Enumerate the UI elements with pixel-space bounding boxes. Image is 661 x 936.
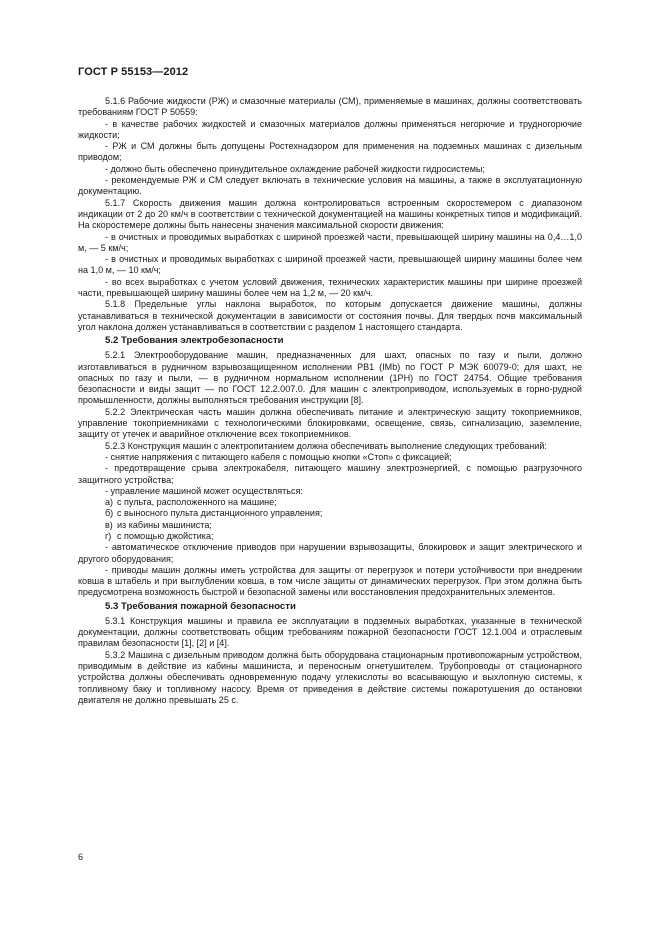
paragraph — [78, 198, 582, 232]
list-item — [78, 508, 582, 519]
text: - в качестве рабочих жидкостей и смазочных материалов должны применяться негорючие и трудногорючие жидкости; — [78, 118, 582, 140]
text: - во всех выработках с учетом условий движения, технических характеристик машины при ширине проезжей части, превышающей ширину машины более чем на 1,2 м, — 20 км/ч. — [78, 276, 582, 299]
text: с выносного пульта дистанционного управления; — [117, 508, 323, 519]
paragraph — [78, 441, 582, 452]
paragraph — [78, 542, 582, 565]
paragraph — [78, 175, 582, 198]
document-header: ГОСТ Р 55153—2012 — [78, 66, 189, 78]
text: 5.3.1 Конструкция машины и правила ее эксплуатации в подземных выработках, указанные в технической документации, должны соответствовать общим требованиям пожарной безопасности ГОСТ 12.1.004 и отраслевым правилам безопасности [1], [2] и [4]. — [78, 615, 582, 649]
text: 5.2 Требования электробезопасности — [105, 335, 284, 347]
text: - приводы машин должны иметь устройства для защиты от перегрузок и потери устойчивости при внедрении ковша в штабель и при выглублении ковша, в том числе защиты от динамических перегрузок. При этом должна быть предусмотрена возможность быстрой и безопасной замены или восстановления предохранительных элементов. — [78, 564, 582, 598]
list-item — [78, 520, 582, 531]
text: - управление машиной может осуществляться: — [105, 485, 303, 496]
paragraph — [78, 616, 582, 650]
list-item — [78, 531, 582, 542]
text: - РЖ и СМ должны быть допущены Ростехнадзором для применения на подземных машинах с дизельным приводом; — [78, 141, 582, 163]
paragraph — [78, 350, 582, 406]
document-body — [78, 96, 582, 706]
text: 5.2.3 Конструкция машин с электропитанием должна обеспечивать выполнение следующих требований: — [105, 440, 547, 451]
section-heading — [78, 601, 582, 613]
paragraph — [78, 650, 582, 706]
text: - в очистных и проводимых выработках с шириной проезжей части, превышающей ширину машины на 0,4…1,0 м, — 5 км/ч; — [78, 231, 582, 253]
paragraph — [78, 486, 582, 497]
paragraph — [78, 452, 582, 463]
list-item-marker: г) — [105, 530, 112, 541]
text: 5.2.2 Электрическая часть машин должна обеспечивать питание и электрическую защиту токоприемников, управление токоприемниками с технологическими блокировками, освещение, связь, сигнализацию, заземление, защиту от утечек и аварийное отключение всех токоприемников. — [78, 406, 582, 440]
text: - в очистных и проводимых выработках с шириной проезжей части, превышающей ширину машины более чем на 1,0 м, — 10 км/ч; — [78, 254, 582, 276]
page-number: 6 — [78, 852, 84, 862]
text: - рекомендуемые РЖ и СМ следует включать в технические условия на машины, а также в эксплуатационную документацию. — [78, 175, 582, 197]
list-item-marker: в) — [105, 519, 113, 530]
text: из кабины машиниста; — [117, 519, 212, 530]
section-heading — [78, 335, 582, 347]
list-item — [78, 497, 582, 508]
paragraph — [78, 164, 582, 175]
text: - предотвращение срыва электрокабеля, питающего машину электроэнергией, с помощью разгрузочного защитного устройства; — [78, 463, 582, 485]
text: - должно быть обеспечено принудительное охлаждение рабочей жидкости гидросистемы; — [105, 163, 485, 174]
text: 5.2.1 Электрооборудование машин, предназначенных для шахт, опасных по газу и пыли, должно изготавливаться в рудничном взрывозащищенном исполнении РВ1 (IMb) по ГОСТ Р МЭК 60079-0; для шахт, не опасных по газу и пыли, — в рудничном нормальном исполнении (1РН) по ГОСТ 24754. Общие требования безопасности и виды защит — по ГОСТ 12.2.007.0. Для машин с электроприводом, используемых в горно-рудной промышленности, должны выполняться требования инструкции [8]. — [78, 350, 582, 406]
text: 5.1.6 Рабочие жидкости (РЖ) и смазочные материалы (СМ), применяемые в машинах, должны соответствовать требованиям ГОСТ Р 50559: — [78, 96, 582, 118]
paragraph — [78, 407, 582, 441]
paragraph — [78, 141, 582, 164]
text: с помощью джойстика; — [117, 530, 214, 541]
list-item-marker: а) — [105, 497, 114, 508]
paragraph — [78, 254, 582, 277]
paragraph — [78, 96, 582, 119]
text: - автоматическое отключение приводов при нарушении взрывозащиты, блокировок и защит электрического и другого оборудования; — [78, 542, 582, 564]
text: 5.1.8 Предельные углы наклона выработок, по которым допускается движение машины, должны устанавливаться в технической документации в зависимости от состояния почвы. Для твердых почв максимальный угол наклона должен устанавливаться в соответствии с разделом 1 настоящего стандарта. — [78, 299, 582, 332]
paragraph — [78, 277, 582, 300]
paragraph — [78, 119, 582, 142]
paragraph — [78, 232, 582, 255]
list-item-marker: б) — [105, 508, 114, 519]
paragraph — [78, 299, 582, 333]
text: 5.3.2 Машина с дизельным приводом должна быть оборудована стационарным противопожарным устройством, приводимым в действие из кабины машиниста, и переносным огнетушителем. Трубопроводы от стационарного устройства должны обеспечивать одновременную подачу углекислоты во всасывающую и выхлопную системы, к топливному баку и топливному насосу. Время от приведения в действие системы пожаротушения до остановки двигателя не должно превышать 25 с. — [78, 649, 582, 705]
text: - снятие напряжения с питающего кабеля с помощью кнопки «Стоп» с фиксацией; — [105, 451, 452, 462]
paragraph — [78, 463, 582, 486]
text: 5.1.7 Скорость движения машин должна контролироваться встроенным скоростемером с диапазоном индикации от 2 до 20 км/ч в соответствии с технической документацией на машины конкретных типов и модификаций. На скоростемере должны быть нанесены значения максимальной скорости движения: — [78, 197, 582, 231]
text: 5.3 Требования пожарной безопасности — [105, 600, 296, 612]
text: с пульта, расположенного на машине; — [117, 497, 277, 508]
paragraph — [78, 565, 582, 599]
